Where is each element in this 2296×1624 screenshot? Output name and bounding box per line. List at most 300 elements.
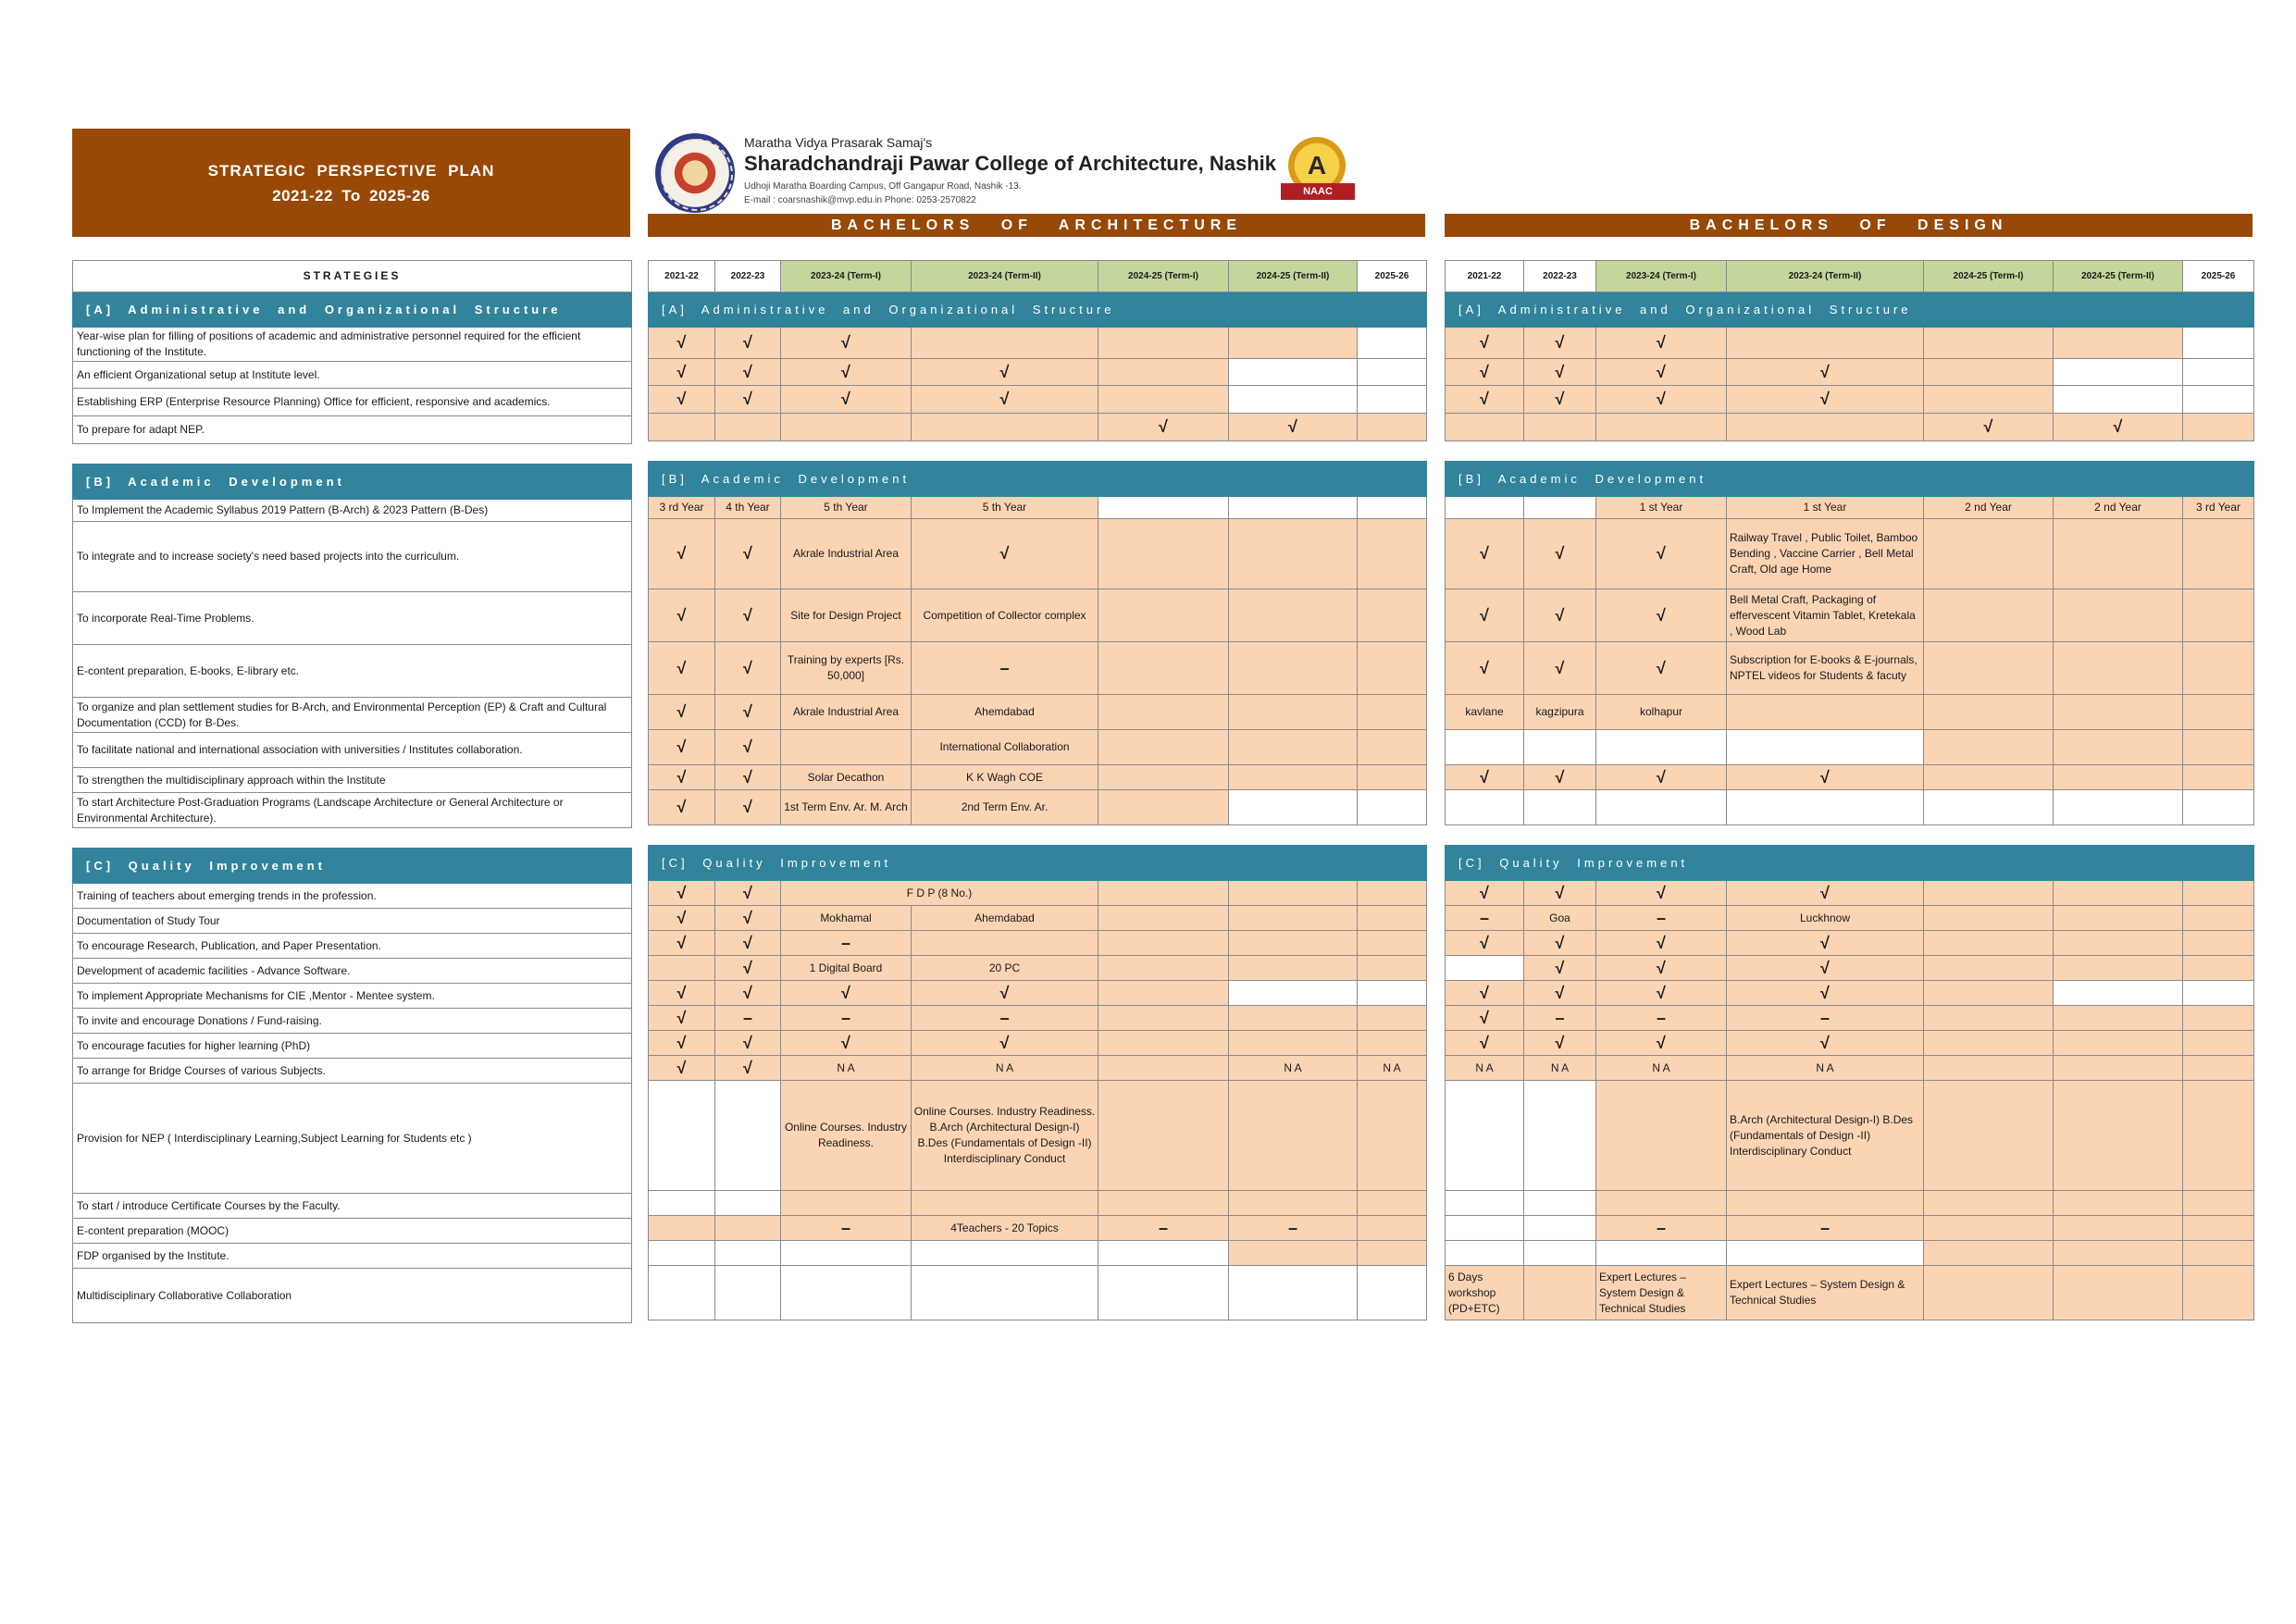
bdes-plan-cell xyxy=(1924,981,2054,1006)
barch-plan-cell: √ xyxy=(649,790,715,825)
barch-plan-cell xyxy=(1098,589,1229,642)
strategy-row xyxy=(73,1244,632,1269)
barch-plan-cell: – xyxy=(1229,1216,1358,1241)
bdes-plan-cell xyxy=(1924,519,2054,589)
barch-plan-cell xyxy=(1358,765,1427,790)
bdes-plan-cell: √ xyxy=(1446,931,1524,956)
barch-plan-cell xyxy=(1098,790,1229,825)
bdes-plan-cell xyxy=(1524,730,1596,765)
barch-plan-cell xyxy=(781,730,912,765)
bdes-year-header: 2024-25 (Term-I) xyxy=(1924,261,2054,292)
bdes-plan-cell: √ xyxy=(1596,1031,1727,1056)
barch-plan-cell: – xyxy=(715,1006,781,1031)
barch-plan-cell xyxy=(1229,328,1358,359)
bdes-plan-cell xyxy=(2054,765,2183,790)
bdes-plan-cell xyxy=(1924,881,2054,906)
barch-plan-cell xyxy=(1098,1191,1229,1216)
bdes-plan-cell xyxy=(2054,881,2183,906)
bdes-plan-cell: √ xyxy=(1524,956,1596,981)
barch-plan-cell xyxy=(1358,730,1427,765)
bdes-plan-cell: √ xyxy=(1524,589,1596,642)
bdes-plan-cell xyxy=(2183,642,2254,695)
barch-plan-cell: – xyxy=(1098,1216,1229,1241)
strategy-row xyxy=(73,389,632,416)
bdes-plan-cell xyxy=(1727,1241,1924,1266)
barch-plan-cell xyxy=(1358,386,1427,414)
barch-timeline-row xyxy=(649,328,1427,359)
bdes-year-header: 2023-24 (Term-II) xyxy=(1727,261,1924,292)
gap-cell xyxy=(649,825,1427,846)
bdes-plan-cell xyxy=(2054,328,2183,359)
barch-plan-cell xyxy=(1229,906,1358,931)
bdes-plan-cell: 6 Days workshop (PD+ETC) xyxy=(1446,1266,1524,1320)
bdes-plan-cell xyxy=(1446,414,1524,441)
bdes-plan-cell xyxy=(2183,981,2254,1006)
bdes-section-row xyxy=(1446,846,2254,881)
strategy-row xyxy=(73,362,632,389)
barch-timeline-row xyxy=(649,414,1427,441)
bdes-timeline-row xyxy=(1446,359,2254,386)
strategy-text: To strengthen the multidisciplinary approach within the Institute xyxy=(73,768,632,793)
barch-plan-cell xyxy=(1229,1266,1358,1320)
barch-plan-cell xyxy=(1098,931,1229,956)
bdes-plan-cell xyxy=(1924,1081,2054,1191)
strategy-text: Development of academic facilities - Advance Software. xyxy=(73,959,632,984)
barch-plan-cell xyxy=(1229,497,1358,519)
barch-plan-cell: √ xyxy=(649,730,715,765)
barch-plan-cell xyxy=(1229,642,1358,695)
bdes-plan-cell: √ xyxy=(1924,414,2054,441)
barch-section-row xyxy=(649,846,1427,881)
bdes-plan-cell xyxy=(2183,1216,2254,1241)
strategy-row xyxy=(73,1219,632,1244)
barch-plan-cell xyxy=(1098,1056,1229,1081)
bdes-plan-cell: √ xyxy=(1596,589,1727,642)
bdes-timeline-row xyxy=(1446,981,2254,1006)
barch-plan-cell xyxy=(912,931,1098,956)
bdes-plan-cell: √ xyxy=(1446,765,1524,790)
barch-plan-cell: 2nd Term Env. Ar. xyxy=(912,790,1098,825)
bdes-year-header: 2024-25 (Term-II) xyxy=(2054,261,2183,292)
barch-plan-cell xyxy=(1098,359,1229,386)
barch-plan-cell xyxy=(1358,981,1427,1006)
bdes-plan-cell: √ xyxy=(1524,1031,1596,1056)
bdes-plan-cell xyxy=(1924,589,2054,642)
bdes-plan-cell xyxy=(2183,695,2254,730)
bdes-plan-cell: √ xyxy=(1446,981,1524,1006)
bdes-timeline-row xyxy=(1446,386,2254,414)
barch-plan-cell xyxy=(1098,1266,1229,1320)
barch-section-row xyxy=(649,462,1427,497)
barch-plan-cell: √ xyxy=(649,359,715,386)
bdes-plan-cell xyxy=(1446,1216,1524,1241)
barch-plan-cell: √ xyxy=(781,386,912,414)
barch-plan-cell: √ xyxy=(649,765,715,790)
strategy-text: Provision for NEP ( Interdisciplinary Learning,Subject Learning for Students etc ) xyxy=(73,1084,632,1194)
bdes-plan-cell xyxy=(1924,1241,2054,1266)
barch-plan-cell xyxy=(1229,765,1358,790)
bdes-timeline-row xyxy=(1446,1241,2254,1266)
barch-plan-cell xyxy=(1358,519,1427,589)
barch-plan-cell: 5 th Year xyxy=(912,497,1098,519)
bdes-timeline-row xyxy=(1446,695,2254,730)
bdes-plan-cell xyxy=(1924,730,2054,765)
strategy-row xyxy=(73,698,632,733)
barch-timeline-row xyxy=(649,906,1427,931)
barch-plan-cell: √ xyxy=(781,359,912,386)
strategy-row xyxy=(73,500,632,522)
barch-plan-cell xyxy=(1358,497,1427,519)
barch-plan-cell xyxy=(1098,765,1229,790)
bdes-plan-cell xyxy=(2183,328,2254,359)
barch-plan-cell: √ xyxy=(715,1031,781,1056)
bdes-plan-cell xyxy=(2054,386,2183,414)
barch-plan-cell xyxy=(1098,328,1229,359)
bdes-plan-cell xyxy=(1924,765,2054,790)
bdes-year-header: 2022-23 xyxy=(1524,261,1596,292)
barch-plan-cell xyxy=(715,1081,781,1191)
barch-program-bar: BACHELORS OF ARCHITECTURE xyxy=(648,214,1425,237)
barch-plan-cell: √ xyxy=(715,730,781,765)
bdes-plan-cell: √ xyxy=(1524,931,1596,956)
barch-plan-cell: Online Courses. Industry Readiness. xyxy=(781,1081,912,1191)
barch-plan-cell xyxy=(649,1081,715,1191)
barch-plan-cell xyxy=(1358,642,1427,695)
barch-plan-cell xyxy=(1229,1081,1358,1191)
barch-timeline-row xyxy=(649,1216,1427,1241)
bdes-plan-cell xyxy=(1924,1266,2054,1320)
bdes-plan-cell xyxy=(2183,730,2254,765)
bdes-plan-cell: kolhapur xyxy=(1596,695,1727,730)
bdes-timeline-row xyxy=(1446,497,2254,519)
bdes-timeline-row xyxy=(1446,765,2254,790)
bdes-plan-cell: √ xyxy=(1727,931,1924,956)
strategy-row xyxy=(73,1059,632,1084)
barch-plan-cell: Solar Decathon xyxy=(781,765,912,790)
plan-title-banner xyxy=(72,129,630,237)
barch-section-row xyxy=(649,292,1427,328)
barch-timeline-row xyxy=(649,730,1427,765)
bdes-plan-cell: √ xyxy=(1446,1031,1524,1056)
barch-timeline-table xyxy=(648,260,1427,1320)
bdes-plan-cell: 2 nd Year xyxy=(1924,497,2054,519)
society-name: Maratha Vidya Prasarak Samaj's xyxy=(744,135,933,150)
bdes-plan-cell xyxy=(1596,414,1727,441)
barch-plan-cell: √ xyxy=(715,956,781,981)
bdes-timeline-row xyxy=(1446,1216,2254,1241)
barch-plan-cell: √ xyxy=(912,519,1098,589)
strategy-row xyxy=(73,884,632,909)
barch-plan-cell xyxy=(1358,695,1427,730)
barch-plan-cell xyxy=(1098,881,1229,906)
strategy-row xyxy=(73,934,632,959)
bdes-timeline-row xyxy=(1446,790,2254,825)
barch-plan-cell: √ xyxy=(649,931,715,956)
plan-title: STRATEGIC PERSPECTIVE PLAN xyxy=(207,161,495,180)
barch-plan-cell: – xyxy=(781,931,912,956)
barch-plan-cell xyxy=(649,1241,715,1266)
bdes-plan-cell: √ xyxy=(1596,386,1727,414)
barch-year-header: 2023-24 (Term-I) xyxy=(781,261,912,292)
bdes-plan-cell xyxy=(2054,730,2183,765)
barch-plan-cell xyxy=(649,414,715,441)
bdes-plan-cell: √ xyxy=(1524,359,1596,386)
bdes-plan-cell: √ xyxy=(1596,519,1727,589)
barch-plan-cell xyxy=(1358,414,1427,441)
bdes-timeline-row xyxy=(1446,730,2254,765)
bdes-plan-cell: – xyxy=(1596,1006,1727,1031)
barch-plan-cell xyxy=(912,1241,1098,1266)
college-address: Udhoji Maratha Boarding Campus, Off Gangapur Road, Nashik -13. xyxy=(744,181,1022,192)
bdes-plan-cell xyxy=(2054,1081,2183,1191)
strategy-text: To prepare for adapt NEP. xyxy=(73,416,632,444)
barch-year-header-row xyxy=(649,261,1427,292)
section-gap xyxy=(649,441,1427,462)
bdes-plan-cell: Goa xyxy=(1524,906,1596,931)
bdes-plan-cell xyxy=(1924,1006,2054,1031)
naac-badge xyxy=(1281,137,1355,211)
barch-timeline-row xyxy=(649,386,1427,414)
barch-plan-cell: √ xyxy=(649,642,715,695)
bdes-timeline-row xyxy=(1446,881,2254,906)
bdes-plan-cell xyxy=(1924,642,2054,695)
bdes-plan-cell: Subscription for E-books & E-journals, NPTEL videos for Students & facuty xyxy=(1727,642,1924,695)
barch-plan-cell: K K Wagh COE xyxy=(912,765,1098,790)
barch-plan-cell: √ xyxy=(781,981,912,1006)
strategy-text: Establishing ERP (Enterprise Resource Planning) Office for efficient, responsive and academics. xyxy=(73,389,632,416)
bdes-plan-cell xyxy=(2183,589,2254,642)
barch-plan-cell: √ xyxy=(715,328,781,359)
barch-plan-cell xyxy=(1098,981,1229,1006)
barch-plan-cell xyxy=(715,1266,781,1320)
barch-plan-cell xyxy=(781,1266,912,1320)
barch-plan-cell xyxy=(1229,881,1358,906)
barch-plan-cell xyxy=(649,1191,715,1216)
barch-plan-cell xyxy=(1358,1216,1427,1241)
barch-plan-cell: √ xyxy=(715,386,781,414)
barch-plan-cell: √ xyxy=(649,1006,715,1031)
bdes-timeline-row xyxy=(1446,956,2254,981)
bdes-section-title: [A] Administrative and Organizational Structure xyxy=(1446,292,2254,328)
barch-plan-cell: √ xyxy=(715,906,781,931)
barch-plan-cell: √ xyxy=(715,765,781,790)
barch-timeline-row xyxy=(649,1081,1427,1191)
bdes-plan-cell xyxy=(1524,790,1596,825)
barch-section-title: [C] Quality Improvement xyxy=(649,846,1427,881)
bdes-plan-cell xyxy=(2183,906,2254,931)
section-row xyxy=(73,292,632,328)
barch-timeline-row xyxy=(649,765,1427,790)
bdes-plan-cell: √ xyxy=(1446,642,1524,695)
barch-timeline-row xyxy=(649,589,1427,642)
barch-plan-cell xyxy=(781,1241,912,1266)
strategies-header: STRATEGIES xyxy=(73,261,632,292)
barch-timeline-row xyxy=(649,1031,1427,1056)
strategy-text: An efficient Organizational setup at Institute level. xyxy=(73,362,632,389)
barch-plan-cell xyxy=(1358,1006,1427,1031)
bdes-plan-cell: √ xyxy=(1596,981,1727,1006)
bdes-timeline-table xyxy=(1445,260,2254,1320)
bdes-plan-cell xyxy=(1727,414,1924,441)
barch-plan-cell: – xyxy=(912,642,1098,695)
bdes-timeline-row xyxy=(1446,589,2254,642)
bdes-plan-cell xyxy=(2054,589,2183,642)
bdes-section-title: [C] Quality Improvement xyxy=(1446,846,2254,881)
barch-year-header: 2023-24 (Term-II) xyxy=(912,261,1098,292)
strategy-text: To encourage Research, Publication, and Paper Presentation. xyxy=(73,934,632,959)
barch-plan-cell xyxy=(1229,931,1358,956)
bdes-plan-cell xyxy=(2054,906,2183,931)
barch-plan-cell: Site for Design Project xyxy=(781,589,912,642)
strategy-text: FDP organised by the Institute. xyxy=(73,1244,632,1269)
barch-plan-cell xyxy=(1229,695,1358,730)
bdes-year-header: 2023-24 (Term-I) xyxy=(1596,261,1727,292)
barch-plan-cell xyxy=(1229,589,1358,642)
bdes-plan-cell: √ xyxy=(1446,881,1524,906)
section-gap xyxy=(73,444,632,465)
bdes-plan-cell xyxy=(1924,1216,2054,1241)
bdes-plan-cell xyxy=(2183,1081,2254,1191)
bdes-plan-cell: √ xyxy=(1727,1031,1924,1056)
bdes-plan-cell xyxy=(1924,328,2054,359)
barch-plan-cell: √ xyxy=(1229,414,1358,441)
barch-plan-cell: √ xyxy=(649,328,715,359)
barch-plan-cell xyxy=(1229,1031,1358,1056)
bdes-plan-cell: √ xyxy=(1727,881,1924,906)
gap-cell xyxy=(1446,825,2254,846)
bdes-plan-cell: – xyxy=(1727,1216,1924,1241)
strategy-text: To arrange for Bridge Courses of various Subjects. xyxy=(73,1059,632,1084)
barch-plan-cell: 5 th Year xyxy=(781,497,912,519)
bdes-plan-cell xyxy=(2054,1216,2183,1241)
bdes-program-bar: BACHELORS OF DESIGN xyxy=(1445,214,2253,237)
barch-plan-cell xyxy=(1358,589,1427,642)
barch-plan-cell xyxy=(1229,730,1358,765)
bdes-plan-cell xyxy=(2054,1241,2183,1266)
header-row xyxy=(73,261,632,292)
barch-plan-cell xyxy=(1229,790,1358,825)
bdes-plan-cell: N A xyxy=(1727,1056,1924,1081)
bdes-plan-cell: √ xyxy=(1524,519,1596,589)
bdes-plan-cell: √ xyxy=(1596,359,1727,386)
bdes-timeline-row xyxy=(1446,414,2254,441)
bdes-section-row xyxy=(1446,292,2254,328)
section-gap xyxy=(73,828,632,849)
strategy-row xyxy=(73,1269,632,1323)
bdes-plan-cell: √ xyxy=(1596,642,1727,695)
barch-plan-cell xyxy=(781,1191,912,1216)
bdes-plan-cell xyxy=(1446,1191,1524,1216)
bdes-plan-cell xyxy=(1596,730,1727,765)
bdes-plan-cell: √ xyxy=(1727,765,1924,790)
barch-plan-cell: Akrale Industrial Area xyxy=(781,695,912,730)
bdes-year-header: 2025-26 xyxy=(2183,261,2254,292)
bdes-plan-cell xyxy=(1727,730,1924,765)
barch-plan-cell: √ xyxy=(649,519,715,589)
bdes-timeline-row xyxy=(1446,906,2254,931)
barch-plan-cell: √ xyxy=(781,328,912,359)
bdes-plan-cell xyxy=(2183,1056,2254,1081)
bdes-plan-cell: N A xyxy=(1446,1056,1524,1081)
bdes-plan-cell xyxy=(1596,1241,1727,1266)
barch-plan-cell xyxy=(1098,386,1229,414)
bdes-plan-cell xyxy=(1446,956,1524,981)
bdes-plan-cell: 2 nd Year xyxy=(2054,497,2183,519)
barch-plan-cell: – xyxy=(912,1006,1098,1031)
bdes-plan-cell xyxy=(1596,1081,1727,1191)
bdes-plan-cell: √ xyxy=(1596,956,1727,981)
barch-timeline-row xyxy=(649,931,1427,956)
barch-plan-cell: N A xyxy=(781,1056,912,1081)
barch-plan-cell: Ahemdabad xyxy=(912,906,1098,931)
barch-plan-cell: √ xyxy=(649,386,715,414)
bdes-plan-cell xyxy=(2054,642,2183,695)
strategy-row xyxy=(73,522,632,592)
bdes-plan-cell xyxy=(1727,1191,1924,1216)
barch-plan-cell: √ xyxy=(715,1056,781,1081)
bdes-plan-cell: – xyxy=(1446,906,1524,931)
barch-plan-cell xyxy=(649,1216,715,1241)
bdes-plan-cell xyxy=(2183,956,2254,981)
bdes-plan-cell: Railway Travel , Public Toilet, Bamboo Bending , Vaccine Carrier , Bell Metal Craft, Old age Home xyxy=(1727,519,1924,589)
strategy-text: Year-wise plan for filling of positions of academic and administrative personnel required for the efficient functioning of the Institute. xyxy=(73,328,632,362)
plan-period: 2021-22 To 2025-26 xyxy=(272,186,430,205)
barch-plan-cell: Akrale Industrial Area xyxy=(781,519,912,589)
barch-plan-cell: – xyxy=(781,1216,912,1241)
bdes-timeline-row xyxy=(1446,642,2254,695)
barch-plan-cell xyxy=(1358,1191,1427,1216)
bdes-plan-cell xyxy=(2183,1191,2254,1216)
barch-plan-cell xyxy=(1358,1241,1427,1266)
barch-plan-cell xyxy=(1229,359,1358,386)
barch-plan-cell: √ xyxy=(649,881,715,906)
barch-plan-cell: √ xyxy=(715,589,781,642)
barch-plan-cell xyxy=(781,414,912,441)
barch-year-header: 2025-26 xyxy=(1358,261,1427,292)
strategy-row xyxy=(73,793,632,828)
strategy-text: To start / introduce Certificate Courses by the Faculty. xyxy=(73,1194,632,1219)
barch-plan-cell xyxy=(1229,519,1358,589)
barch-plan-cell: √ xyxy=(912,386,1098,414)
bdes-plan-cell: 3 rd Year xyxy=(2183,497,2254,519)
barch-plan-cell xyxy=(1229,981,1358,1006)
bdes-plan-cell xyxy=(2054,695,2183,730)
bdes-plan-cell xyxy=(1446,497,1524,519)
bdes-year-header: 2021-22 xyxy=(1446,261,1524,292)
barch-plan-cell: √ xyxy=(715,695,781,730)
barch-year-header: 2024-25 (Term-I) xyxy=(1098,261,1229,292)
barch-plan-cell: √ xyxy=(912,981,1098,1006)
strategy-text: To incorporate Real-Time Problems. xyxy=(73,592,632,645)
bdes-plan-cell: – xyxy=(1596,906,1727,931)
bdes-plan-cell: 1 st Year xyxy=(1596,497,1727,519)
barch-plan-cell: 1st Term Env. Ar. M. Arch xyxy=(781,790,912,825)
barch-plan-cell: √ xyxy=(781,1031,912,1056)
barch-plan-cell: √ xyxy=(649,1056,715,1081)
bdes-plan-cell xyxy=(2183,1266,2254,1320)
barch-plan-cell xyxy=(1098,730,1229,765)
strategy-text: Training of teachers about emerging trends in the profession. xyxy=(73,884,632,909)
bdes-plan-cell xyxy=(1524,1241,1596,1266)
bdes-plan-cell: √ xyxy=(1446,386,1524,414)
strategy-row xyxy=(73,1084,632,1194)
barch-timeline-row xyxy=(649,981,1427,1006)
barch-plan-cell: N A xyxy=(1229,1056,1358,1081)
bdes-plan-cell: √ xyxy=(1596,328,1727,359)
barch-plan-cell: √ xyxy=(649,589,715,642)
bdes-plan-cell: kagzipura xyxy=(1524,695,1596,730)
bdes-plan-cell xyxy=(1924,695,2054,730)
